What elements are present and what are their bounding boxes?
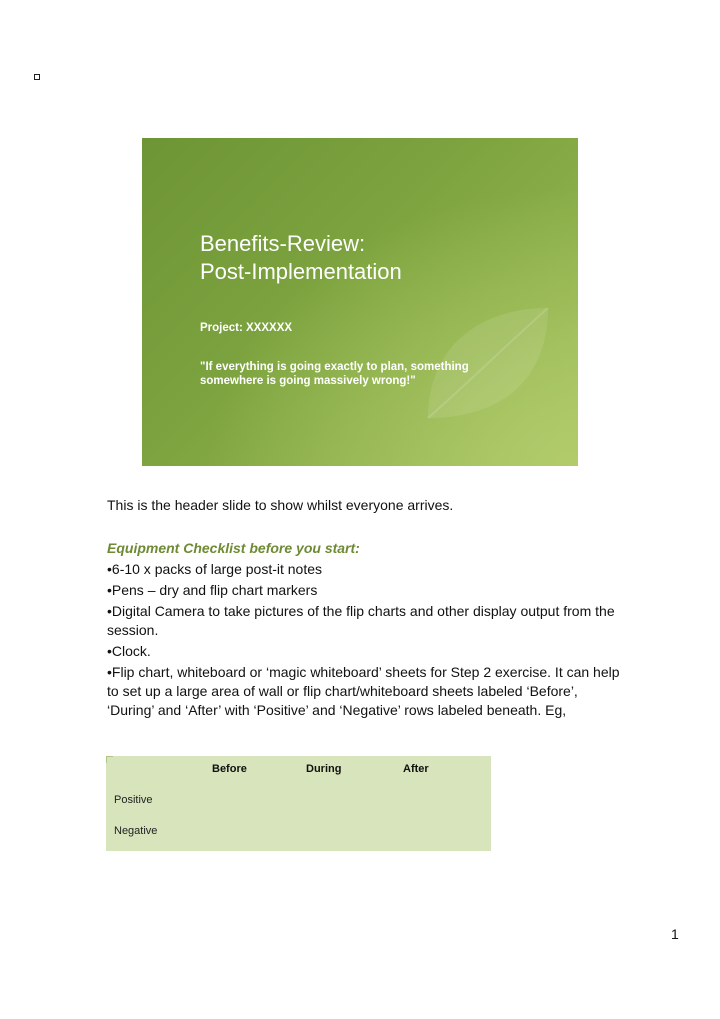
grid-column-after: After — [403, 763, 429, 775]
checklist-item: •Clock. — [107, 643, 151, 659]
grid-column-during: During — [306, 763, 342, 775]
speaker-notes — [107, 496, 627, 720]
corner-marker — [34, 74, 40, 80]
slide-quote — [200, 360, 530, 388]
grid-row-positive: Positive — [114, 794, 153, 806]
slide-title — [200, 230, 402, 286]
checklist-item: •6-10 x packs of large post-it notes — [107, 561, 323, 577]
checklist-heading: Equipment Checklist before you start: — [107, 540, 360, 556]
slide-title-line-1: Benefits-Review: — [200, 231, 366, 256]
checklist-item: •Digital Camera to take pictures of the flip charts and other display output from the session. — [107, 603, 615, 638]
checklist-item: •Flip chart, whiteboard or ‘magic whiteboard’ sheets for Step 2 exercise. It can help to set up a large area of wall or flip chart/whiteboard sheets labeled ‘Before’, ‘During’ and ‘After’ with ‘Positive’ and ‘Negative’ rows labeled beneath. Eg, — [107, 664, 620, 718]
slide-title-line-2: Post-Implementation — [200, 259, 402, 284]
slide-project: Project: XXXXXX — [200, 322, 293, 334]
notes-intro: This is the header slide to show whilst everyone arrives. — [107, 497, 454, 513]
before-during-after-grid — [106, 756, 491, 851]
grid-corner-tick — [106, 756, 113, 763]
header-slide — [142, 138, 578, 466]
grid-row-negative: Negative — [114, 825, 158, 837]
page-number: 1 — [671, 926, 679, 942]
checklist-item: •Pens – dry and flip chart markers — [107, 582, 318, 598]
slide-quote-line-1: "If everything is going exactly to plan, something — [200, 361, 469, 373]
slide-quote-line-2: somewhere is going massively wrong!" — [200, 375, 416, 387]
grid-column-before: Before — [212, 763, 247, 775]
